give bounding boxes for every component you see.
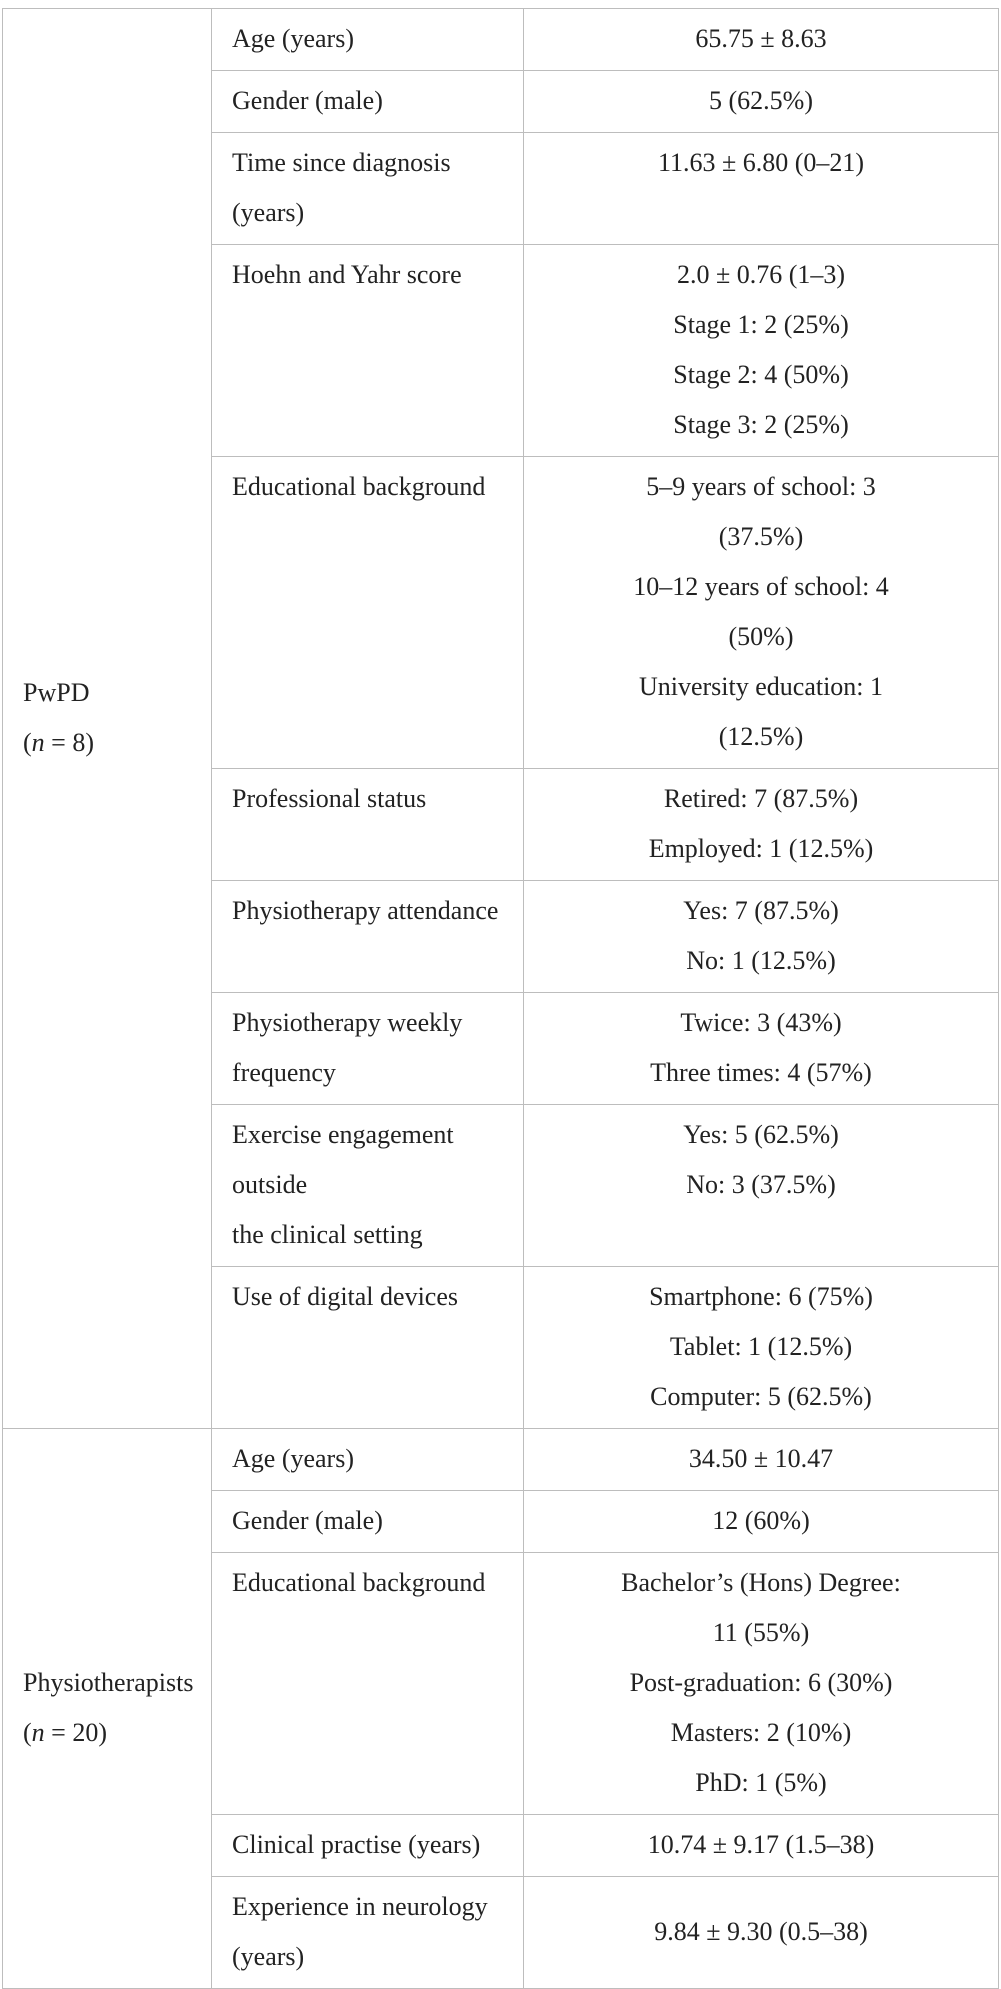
group-sample-size: (n = 20) — [23, 1718, 107, 1747]
row-value-cell — [524, 71, 999, 133]
row-label: Experience in neurology — [232, 1892, 488, 1921]
row-value: 9.84 ± 9.30 (0.5–38) — [654, 1917, 868, 1946]
row-label: Use of digital devices — [232, 1282, 458, 1311]
row-label-cell — [212, 1267, 524, 1429]
row-value: 12 (60%) — [712, 1506, 810, 1535]
row-label-cell — [212, 1429, 524, 1491]
row-value-cell — [524, 457, 999, 769]
row-label-cell — [212, 245, 524, 457]
group-cell — [3, 9, 212, 1429]
row-value: (12.5%) — [718, 722, 804, 751]
row-label: Physiotherapy weekly — [232, 1008, 463, 1037]
row-label: Time since diagnosis (years) — [232, 148, 451, 227]
row-value: Post-graduation: 6 (30%) — [629, 1668, 893, 1697]
row-value-cell — [524, 9, 999, 71]
row-label: Clinical practise (years) — [232, 1830, 481, 1859]
row-value: Computer: 5 (62.5%) — [650, 1382, 872, 1411]
table-row — [3, 9, 999, 71]
row-label-cell — [212, 457, 524, 769]
row-value-cell — [524, 1491, 999, 1553]
row-label: Physiotherapy attendance — [232, 896, 499, 925]
row-value: 11.63 ± 6.80 (0–21) — [657, 148, 865, 177]
row-label: Educational background — [232, 472, 486, 501]
row-value: University education: 1 — [638, 672, 884, 701]
row-value-cell — [524, 1553, 999, 1815]
row-value-cell — [524, 245, 999, 457]
row-label-cell — [212, 71, 524, 133]
row-value: 65.75 ± 8.63 — [695, 24, 827, 53]
row-value: 5 (62.5%) — [709, 86, 813, 115]
row-label-cell — [212, 769, 524, 881]
row-value: Yes: 5 (62.5%) — [683, 1120, 839, 1149]
row-label: Age (years) — [232, 1444, 354, 1473]
row-label-cell — [212, 1105, 524, 1267]
row-value: Twice: 3 (43%) — [680, 1008, 842, 1037]
row-value: 2.0 ± 0.76 (1–3) — [676, 260, 846, 289]
row-value-cell — [524, 1877, 999, 1989]
row-value: Bachelor’s (Hons) Degree: — [621, 1568, 901, 1597]
row-value: Stage 3: 2 (25%) — [673, 410, 849, 439]
row-value: Yes: 7 (87.5%) — [683, 896, 839, 925]
row-value: PhD: 1 (5%) — [695, 1768, 827, 1797]
row-value-cell — [524, 1105, 999, 1267]
row-value-cell — [524, 769, 999, 881]
row-value-cell — [524, 993, 999, 1105]
row-label-cell — [212, 1491, 524, 1553]
row-value: Masters: 2 (10%) — [670, 1718, 852, 1747]
row-value: 11 (55%) — [712, 1618, 810, 1647]
row-label: Hoehn and Yahr score — [232, 260, 462, 289]
row-value: Employed: 1 (12.5%) — [648, 834, 874, 863]
row-value: 34.50 ± 10.47 — [688, 1444, 834, 1473]
row-value: No: 3 (37.5%) — [686, 1170, 836, 1199]
row-label-cell — [212, 993, 524, 1105]
row-value-cell — [524, 133, 999, 245]
group-name: PwPD — [23, 678, 90, 707]
row-label-cell — [212, 1553, 524, 1815]
row-value: Tablet: 1 (12.5%) — [669, 1332, 853, 1361]
row-label: Gender (male) — [232, 1506, 383, 1535]
row-label-cell — [212, 1815, 524, 1877]
row-value: (37.5%) — [718, 522, 804, 551]
row-value: Smartphone: 6 (75%) — [649, 1282, 873, 1311]
row-label: Professional status — [232, 784, 427, 813]
row-label-cell — [212, 1877, 524, 1989]
row-value: Stage 1: 2 (25%) — [673, 310, 849, 339]
row-label: Gender (male) — [232, 86, 383, 115]
table-row — [3, 1429, 999, 1491]
row-label: Age (years) — [232, 24, 354, 53]
row-value: 10–12 years of school: 4 — [633, 572, 889, 601]
characteristics-table — [2, 8, 999, 1989]
row-label: Educational background — [232, 1568, 486, 1597]
row-label-cell — [212, 9, 524, 71]
row-value-cell — [524, 881, 999, 993]
row-value-cell — [524, 1267, 999, 1429]
row-value-cell — [524, 1429, 999, 1491]
row-value: 5–9 years of school: 3 — [646, 472, 876, 501]
row-label: Exercise engagement outside — [232, 1120, 454, 1199]
group-cell — [3, 1429, 212, 1989]
row-value: Retired: 7 (87.5%) — [663, 784, 859, 813]
row-value: (50%) — [728, 622, 794, 651]
row-label-cell — [212, 881, 524, 993]
row-label: the clinical setting — [232, 1220, 423, 1249]
row-label-cell — [212, 133, 524, 245]
row-value: No: 1 (12.5%) — [686, 946, 836, 975]
row-label: frequency — [232, 1058, 336, 1087]
group-name: Physiotherapists — [23, 1668, 194, 1697]
row-label: (years) — [232, 1942, 305, 1971]
row-value: Stage 2: 4 (50%) — [673, 360, 849, 389]
group-sample-size: (n = 8) — [23, 728, 94, 757]
row-value: Three times: 4 (57%) — [650, 1058, 872, 1087]
row-value: 10.74 ± 9.17 (1.5–38) — [647, 1830, 875, 1859]
row-value-cell — [524, 1815, 999, 1877]
